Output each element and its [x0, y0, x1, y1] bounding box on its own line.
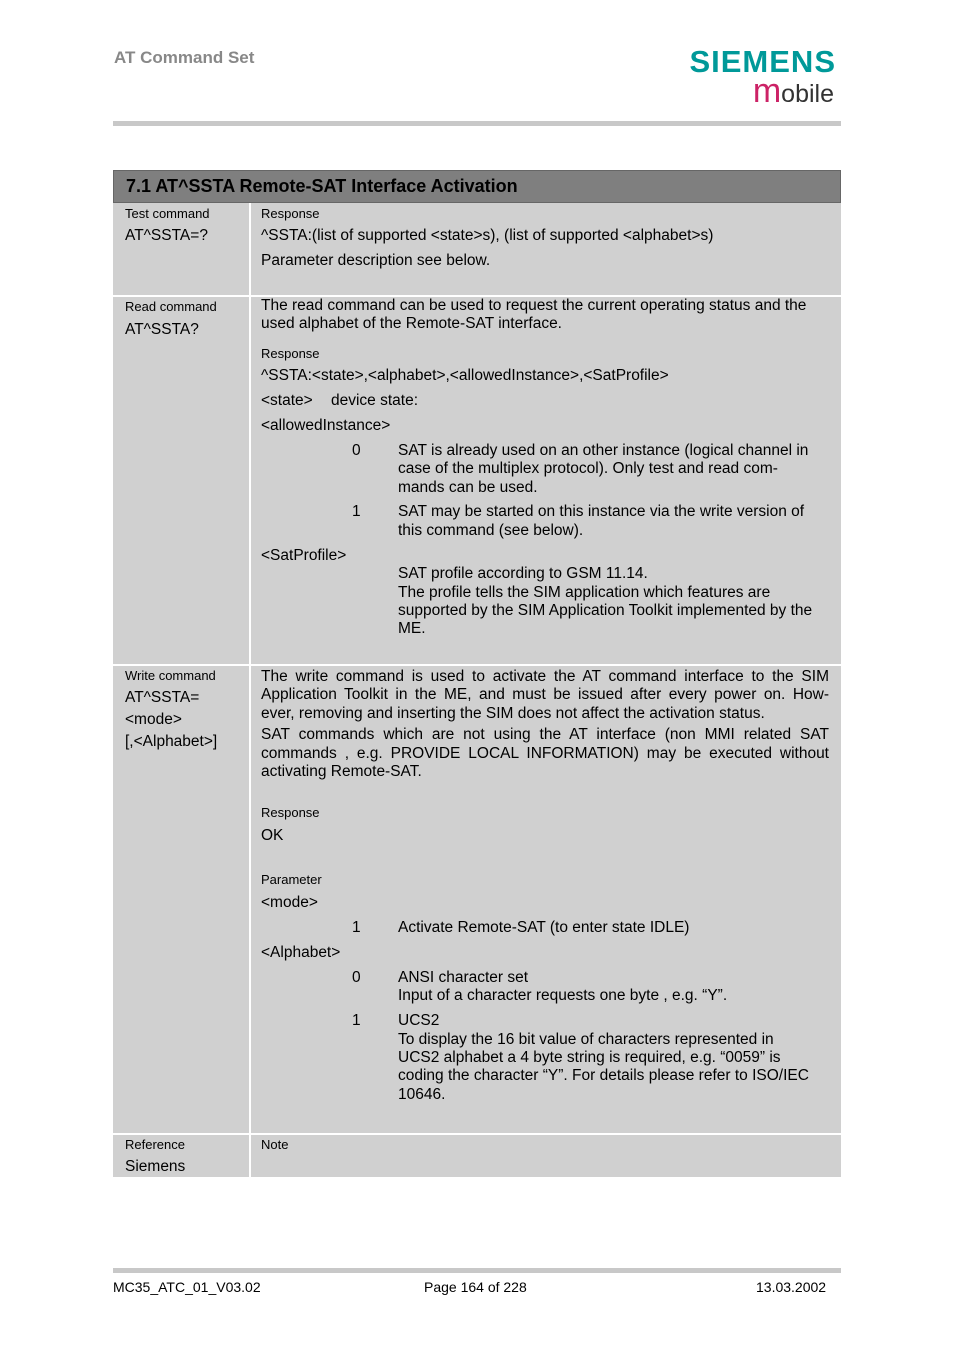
allowed-instance-0-line-3: mands can be used. [398, 479, 538, 496]
write-intro-line-6: activating Remote-SAT. [261, 763, 422, 780]
alphabet-1-line-5: 10646. [398, 1086, 446, 1103]
write-response-label: Response [261, 805, 320, 820]
test-description: Parameter description see below. [261, 252, 491, 269]
footer-rule [113, 1268, 841, 1273]
read-command-syntax: AT^SSTA? [125, 321, 199, 338]
siemens-mobile-logo [664, 44, 840, 110]
logo-wordmark: SIEMENS [689, 44, 836, 79]
alphabet-1-line-4: coding the character “Y”. For details please refer to ISO/IEC [398, 1067, 809, 1084]
read-intro-line-1: The read command can be used to request the current operating status and the [261, 297, 807, 314]
footer-page-number: Page 164 of 228 [424, 1279, 527, 1295]
test-response: ^SSTA:(list of supported <state>s), (list of supported <alphabet>s) [261, 227, 714, 244]
allowed-instance-value-1: 1 [352, 503, 361, 520]
read-command-label: Read command [125, 299, 217, 314]
write-command-label-cell [113, 666, 249, 1133]
allowed-instance-1-line-2: this command (see below). [398, 522, 584, 539]
read-command-row [113, 297, 841, 664]
test-command-row [113, 203, 841, 295]
test-command-label: Test command [125, 206, 210, 221]
allowed-instance-1-line-1: SAT may be started on this instance via the write version of [398, 503, 805, 520]
write-command-row [113, 666, 841, 1133]
write-intro-line-5: commands , e.g. PROVIDE LOCAL INFORMATION) may be executed without [261, 745, 829, 762]
allowed-instance-0-line-2: case of the multiplex protocol). Only test and read com- [398, 460, 778, 477]
write-response: OK [261, 827, 284, 844]
read-response-label: Response [261, 346, 320, 361]
alphabet-value-1: 1 [352, 1012, 361, 1029]
allowed-instance-parameter: <allowedInstance> [261, 417, 391, 434]
read-intro-line-2: used alphabet of the Remote-SAT interface. [261, 315, 562, 332]
write-command-label: Write command [125, 668, 216, 683]
sat-profile-line-3: supported by the SIM Application Toolkit implemented by the [398, 602, 813, 619]
mode-parameter: <mode> [261, 894, 318, 911]
reference-row [113, 1135, 841, 1177]
mode-1-description: Activate Remote-SAT (to enter state IDLE) [398, 919, 690, 936]
reference-label-cell [113, 1135, 249, 1177]
section-heading [113, 170, 841, 203]
note-label: Note [261, 1137, 289, 1152]
write-command-syntax-2: <mode> [125, 711, 182, 728]
sat-profile-parameter: <SatProfile> [261, 547, 347, 564]
sat-profile-line-4: ME. [398, 620, 426, 637]
logo-subtitle: mobile [752, 72, 834, 110]
write-command-syntax-3: [,<Alphabet>] [125, 733, 218, 750]
read-command-content-cell [251, 297, 841, 664]
test-command-label-cell [113, 203, 249, 295]
header-rule [113, 121, 841, 126]
read-command-label-cell [113, 297, 249, 664]
test-command-content-cell [251, 203, 841, 295]
state-parameter: <state> [261, 392, 313, 409]
mode-value-1: 1 [352, 919, 361, 936]
write-intro-line-2: Application Toolkit in the ME, and must be issued after every power on. How- [261, 686, 829, 703]
note-cell [251, 1135, 841, 1177]
alphabet-1-line-2: To display the 16 bit value of characters represented in [398, 1031, 774, 1048]
read-response: ^SSTA:<state>,<alphabet>,<allowedInstance>,<SatProfile> [261, 367, 669, 384]
alphabet-1-line-3: UCS2 alphabet a 4 byte string is required, e.g. “0059” is [398, 1049, 781, 1066]
allowed-instance-value-0: 0 [352, 442, 361, 459]
sat-profile-line-1: SAT profile according to GSM 11.14. [398, 565, 648, 582]
write-command-syntax-1: AT^SSTA= [125, 689, 200, 706]
section-title: 7.1 AT^SSTA Remote-SAT Interface Activation [126, 176, 518, 196]
alphabet-1-line-1: UCS2 [398, 1012, 440, 1029]
alphabet-0-line-1: ANSI character set [398, 969, 529, 986]
write-parameter-label: Parameter [261, 872, 322, 887]
alphabet-parameter: <Alphabet> [261, 944, 341, 961]
reference-label: Reference [125, 1137, 185, 1152]
write-command-content-cell [251, 666, 841, 1133]
sat-profile-line-2: The profile tells the SIM application which features are [398, 584, 771, 601]
footer-document-id: MC35_ATC_01_V03.02 [113, 1279, 261, 1295]
allowed-instance-0-line-1: SAT is already used on an other instance (logical channel in [398, 442, 809, 459]
reference-value: Siemens [125, 1158, 186, 1175]
alphabet-value-0: 0 [352, 969, 361, 986]
state-description: device state: [331, 392, 419, 409]
alphabet-0-line-2: Input of a character requests one byte , e.g. “Y”. [398, 987, 728, 1004]
write-intro-line-3: ever, removing and inserting the SIM does not affect the activation status. [261, 705, 765, 722]
test-response-label: Response [261, 206, 320, 221]
test-command-syntax: AT^SSTA=? [125, 227, 208, 244]
write-intro-line-1: The write command is used to activate the AT command interface to the SIM [261, 668, 829, 685]
footer-date: 13.03.2002 [756, 1279, 827, 1295]
document-header-title: AT Command Set [114, 48, 255, 67]
write-intro-line-4: SAT commands which are not using the AT interface (non MMI related SAT [261, 726, 829, 743]
